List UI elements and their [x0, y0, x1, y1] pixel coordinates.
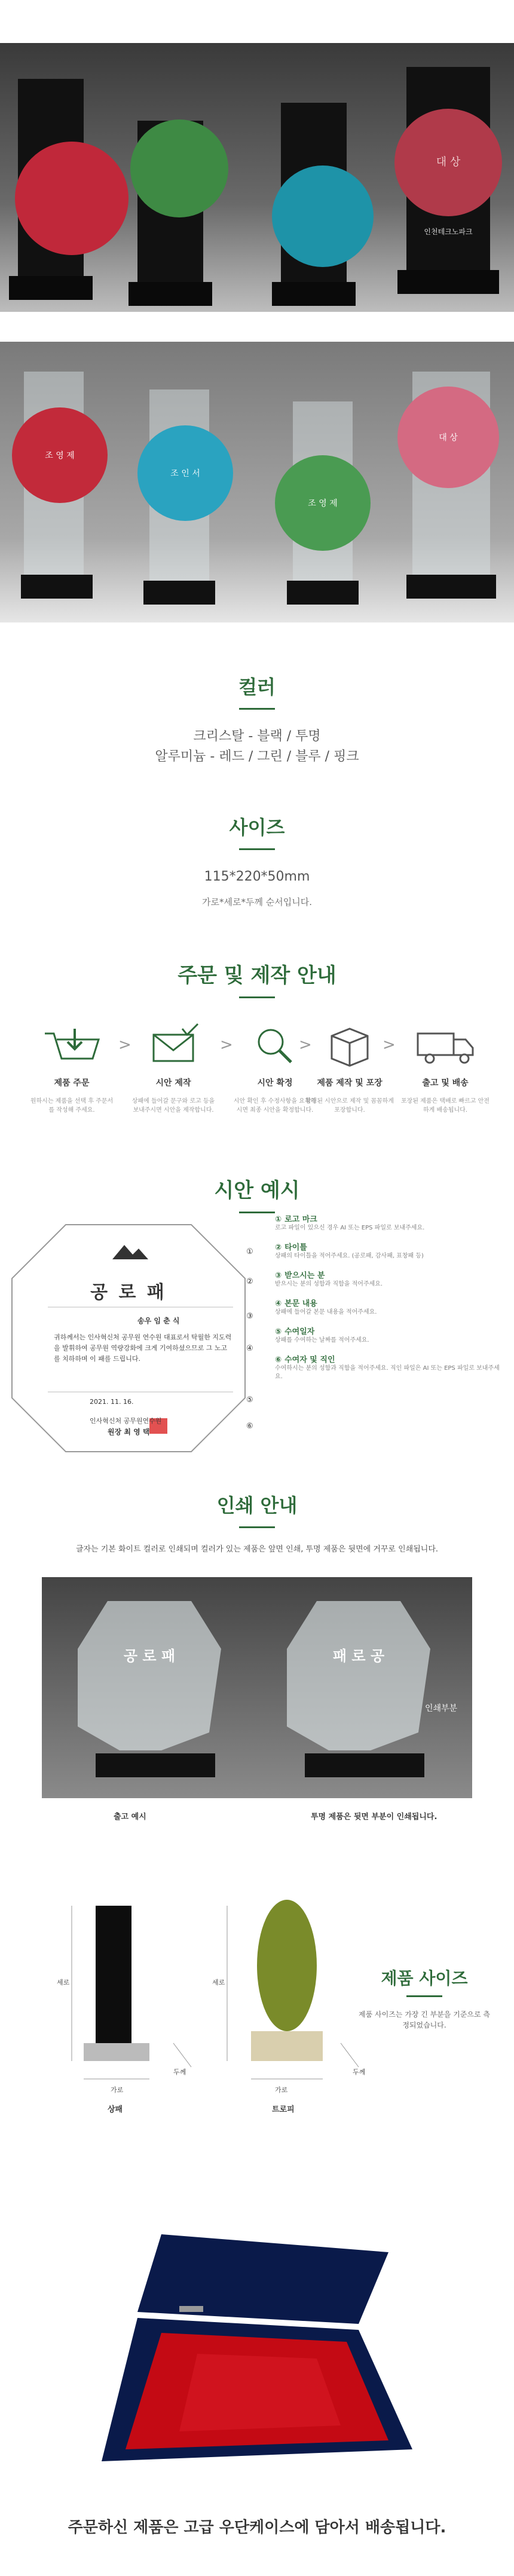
- note-6: ⑥ 수여자 및 직인 수여하시는 분의 성함과 직함을 적어주세요. 직인 파일은 AI 또는 EPS 파일로 보내주세요.: [275, 1353, 502, 1381]
- size-depth-label-1: 두께: [173, 2068, 186, 2076]
- marker-1: ①: [246, 1247, 253, 1256]
- step-desc-4: 확정된 시안으로 제작 및 꼼꼼하게 포장합니다.: [305, 1098, 394, 1114]
- step-label-4: 제품 제작 및 포장: [317, 1078, 383, 1088]
- draft-recipient: 송우 임 춘 식: [137, 1317, 180, 1325]
- size-title: 사이즈: [229, 816, 285, 839]
- draft-title: 시안 예시: [214, 1179, 300, 1203]
- draft-body: [0, 1213, 514, 1464]
- step-label-5: 출고 및 배송: [422, 1078, 469, 1088]
- step-arrow-1: >: [118, 1036, 131, 1054]
- draft-date: 2021. 11. 16.: [90, 1398, 134, 1406]
- order-underline: [239, 996, 275, 998]
- size-info-title: 제품 사이즈: [381, 1968, 468, 1988]
- blue-plaque-disc: [272, 165, 374, 267]
- print-title: 인쇄 안내: [216, 1494, 298, 1517]
- color-line-1: 크리스탈 - 블랙 / 투명: [193, 729, 321, 744]
- step-desc-5: 포장된 제품은 택배로 빠르고 안전하게 배송됩니다.: [401, 1098, 489, 1114]
- step-draft: [131, 1022, 215, 1115]
- note-desc-1: 로고 파일이 있으신 경우 AI 또는 EPS 파일로 보내주세요.: [275, 1225, 425, 1231]
- draft-signer: 원장 최 영 택: [108, 1428, 150, 1436]
- size-order-note: 가로*세로*두께 순서입니다.: [202, 897, 312, 907]
- note-title-1: 로고 마크: [284, 1215, 317, 1224]
- draft-notes: [275, 1213, 502, 1381]
- color-underline: [239, 708, 275, 710]
- draft-org: 인사혁신처 공무원연수원: [90, 1417, 162, 1425]
- plaque-text-4: 조 영 제: [308, 499, 338, 508]
- print-back-label: 인쇄부분: [424, 1704, 458, 1713]
- print-caption-right: 투명 제품은 뒷면 부분이 인쇄됩니다.: [311, 1813, 437, 1821]
- cart-icon: [39, 1022, 105, 1069]
- note-desc-4: 상패에 들어갈 본문 내용을 적어주세요.: [275, 1309, 377, 1315]
- step-label-2: 시안 제작: [155, 1078, 191, 1088]
- marker-5: ⑤: [246, 1396, 253, 1404]
- note-title-2: 타이틀: [284, 1243, 307, 1252]
- step-desc-3: 시안 확인 후 수정사항을 요청하시면 최종 시안을 확정합니다.: [233, 1098, 317, 1114]
- truck-icon: [409, 1022, 481, 1069]
- note-desc-5: 상패를 수여하는 날짜를 적어주세요.: [275, 1337, 369, 1344]
- hero-photo-dark: [0, 43, 514, 312]
- envelope-check-icon: [140, 1022, 206, 1069]
- note-5: ⑤ 수여일자 상패를 수여하는 날짜를 적어주세요.: [275, 1325, 502, 1345]
- print-underline: [239, 1526, 275, 1528]
- case-caption-text: 주문하신 제품은 고급 우단케이스에 담아서 배송됩니다.: [68, 2519, 446, 2537]
- plaque-logo-text: 인천테크노파크: [424, 228, 473, 236]
- step-production: [305, 1022, 394, 1115]
- red-plaque-disc: [15, 142, 128, 255]
- draft-body-text: 귀하께서는 인사혁신처 공무원 연수원 대표로서 탁월한 지도력을 발휘하여 공무원 역량강화에 크게 기여하셨으므로 그 노고를 치하하며 이 패를 드립니다.: [54, 1333, 232, 1363]
- step-desc-2: 상패에 들어갈 문구와 로고 등을 보내주시면 시안을 제작합니다.: [131, 1098, 215, 1114]
- product-size-section: [0, 1894, 514, 2121]
- marker-2: ②: [246, 1277, 253, 1286]
- size-depth-label-2: 두께: [353, 2068, 366, 2076]
- size-item-1: 상패: [108, 2105, 123, 2114]
- plaque-text-1: 대 상: [436, 156, 461, 168]
- step-arrow-4: >: [383, 1036, 396, 1054]
- note-title-5: 수여일자: [284, 1327, 315, 1336]
- order-section: [0, 959, 514, 998]
- size-width-label-2: 가로: [275, 2086, 288, 2094]
- step-delivery: [400, 1022, 490, 1115]
- step-label-1: 제품 주문: [54, 1078, 90, 1088]
- note-title-4: 본문 내용: [284, 1299, 317, 1308]
- print-desc: 글자는 기본 화이트 컬러로 인쇄되며 컬러가 있는 제품은 앞면 인쇄, 투명 제품은 뒷면에 거꾸로 인쇄됩니다.: [75, 1545, 439, 1554]
- note-title-6: 수여자 및 직인: [284, 1356, 335, 1364]
- plaque-text-5: 대 상: [439, 433, 458, 443]
- hero-photo-crystal: [0, 342, 514, 622]
- draft-plaque-title: 공 로 패: [90, 1282, 167, 1303]
- magnifier-icon: [242, 1022, 308, 1069]
- case-caption: [0, 2515, 514, 2537]
- marker-4: ④: [246, 1344, 253, 1353]
- size-info-desc: 제품 사이즈는 가장 긴 부분을 기준으로 측정되었습니다.: [359, 2010, 490, 2029]
- print-section: [0, 1491, 514, 1554]
- color-title: 컬러: [238, 676, 276, 698]
- draft-section: [0, 1174, 514, 1213]
- box-icon: [317, 1022, 383, 1069]
- note-desc-2: 상패의 타이틀을 적어주세요. (공로패, 감사패, 표창패 등): [275, 1253, 424, 1259]
- print-caption-left: 출고 예시: [114, 1813, 146, 1821]
- marker-6: ⑥: [246, 1422, 253, 1431]
- note-desc-6: 수여하시는 분의 성함과 직함을 적어주세요. 직인 파일은 AI 또는 EPS 파일로 보내주세요.: [275, 1365, 500, 1380]
- plaque-text-3: 조 인 서: [170, 469, 200, 479]
- case-photo: [0, 2228, 514, 2491]
- size-dimensions: 115*220*50mm: [204, 869, 310, 884]
- note-1: ① 로고 마크 로고 파일이 있으신 경우 AI 또는 EPS 파일로 보내주세요.: [275, 1213, 502, 1232]
- size-width-label-1: 가로: [111, 2086, 124, 2094]
- order-steps: [0, 1022, 514, 1141]
- note-2: ② 타이틀 상패의 타이틀을 적어주세요. (공로패, 감사패, 표창패 등): [275, 1241, 502, 1261]
- size-section: [0, 812, 514, 908]
- size-underline: [239, 848, 275, 850]
- note-4: ④ 본문 내용 상패에 들어갈 본문 내용을 적어주세요.: [275, 1297, 502, 1317]
- marker-3: ③: [246, 1312, 253, 1321]
- plaque-text-2: 조 영 제: [45, 451, 75, 461]
- green-plaque-disc: [130, 119, 228, 217]
- print-right-title: 패 로 공: [332, 1648, 385, 1664]
- size-info-box: [359, 1965, 490, 2031]
- print-photo: [42, 1577, 472, 1798]
- step-arrow-3: >: [299, 1036, 312, 1054]
- size-height-label-2: 세로: [212, 1979, 225, 1986]
- step-desc-1: 원하시는 제품을 선택 후 주문서를 작성해 주세요.: [30, 1098, 114, 1114]
- size-item-2: 트로피: [272, 2105, 295, 2114]
- step-label-3: 시안 확정: [257, 1078, 293, 1088]
- note-3: ③ 받으시는 분 받으시는 분의 성함과 직함을 적어주세요.: [275, 1269, 502, 1289]
- color-line-2: 알루미늄 - 레드 / 그린 / 블루 / 핑크: [155, 749, 359, 764]
- print-left-title: 공 로 패: [123, 1648, 176, 1664]
- color-section: [0, 672, 514, 767]
- order-title: 주문 및 제작 안내: [178, 964, 336, 988]
- size-height-label-1: 세로: [57, 1979, 70, 1986]
- note-title-3: 받으시는 분: [284, 1271, 325, 1280]
- note-desc-3: 받으시는 분의 성함과 직함을 적어주세요.: [275, 1281, 383, 1287]
- step-order: [30, 1022, 114, 1115]
- step-arrow-2: >: [220, 1036, 233, 1054]
